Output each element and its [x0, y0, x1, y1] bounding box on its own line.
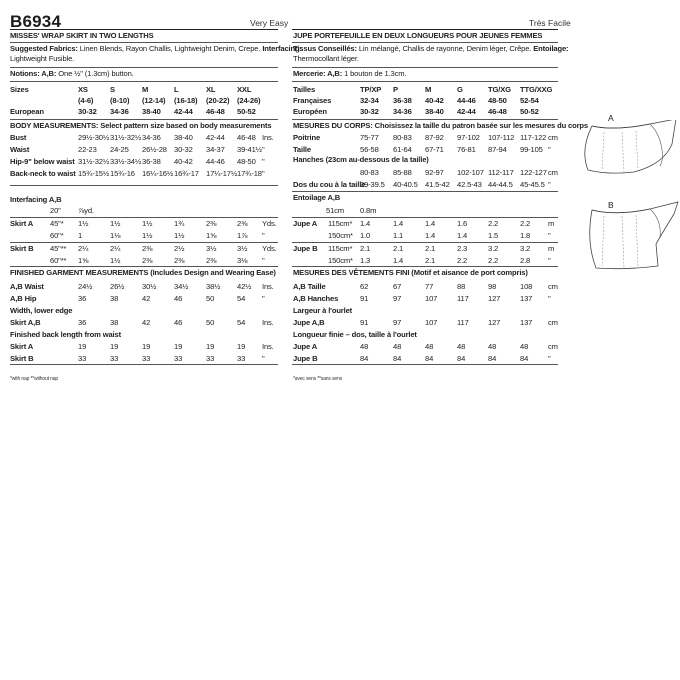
fr-size-4: TG/XG — [488, 85, 511, 94]
fr-jupe-b-value: 2.1 — [393, 244, 404, 253]
fr-length-unit: cm — [548, 342, 558, 351]
en-body-label: Waist — [10, 145, 30, 154]
fr-size-3: G — [457, 85, 463, 94]
fr-back-value: 44-44.5 — [488, 180, 513, 189]
fr-sizes-label: Tailles — [293, 85, 316, 94]
fr-finished-label: A,B Hanches — [293, 294, 339, 303]
en-interfacing-yardage: ⅞yd. — [78, 206, 94, 215]
en-size-num-0: (4-6) — [78, 96, 94, 105]
fr-jupe-a-value: 1.4 — [393, 219, 404, 228]
fr-body-value: 61-64 — [393, 145, 412, 154]
en-finished-label: A,B Waist — [10, 282, 44, 291]
en-body-value: 33½-34½ — [110, 157, 142, 166]
en-skirt-b-value: 2⅜ — [142, 244, 153, 253]
fr-jupe-a-value: 1.4 — [360, 219, 371, 228]
fr-body-value: 67-71 — [425, 145, 444, 154]
en-euro-2: 38-40 — [142, 107, 161, 116]
fr-width-value: 97 — [393, 318, 402, 327]
fr-euro-2: 38-40 — [425, 107, 444, 116]
fr-jupe-b-value: 2.1 — [425, 256, 436, 265]
fr-jupe-a-value: 1.5 — [488, 231, 499, 240]
fr-french-label: Françaises — [293, 96, 332, 105]
fr-french-size-1: 36-38 — [393, 96, 412, 105]
fr-title: JUPE PORTEFEUILLE EN DEUX LONGUEURS POUR JEUNES FEMMES — [293, 31, 543, 40]
fr-hip-unit: cm — [548, 168, 558, 177]
fr-body-value: 97-102 — [457, 133, 480, 142]
en-skirt-b-value: 2⅜ — [206, 256, 217, 265]
en-finished-value: 54 — [237, 294, 246, 303]
en-body-value: 31½-32½ — [78, 157, 110, 166]
fr-width-value: 91 — [360, 318, 369, 327]
fr-back-label: Dos du cou à la taille — [293, 180, 366, 189]
en-body-label: Bust — [10, 133, 27, 142]
en-footnote: *with nap **without nap — [10, 376, 58, 382]
fr-euro-label: Européen — [293, 107, 327, 116]
fr-length-value: 84 — [393, 354, 402, 363]
en-length-value: 19 — [110, 342, 119, 351]
fr-body-label: Taille — [293, 145, 311, 154]
fr-back-value: 45-45.5 — [520, 180, 545, 189]
fr-finished-value: 97 — [393, 294, 402, 303]
fr-hip-value: 85-88 — [393, 168, 412, 177]
en-fabrics-line2: Lightweight Fusible. — [10, 54, 75, 63]
fr-finished-value: 137 — [520, 294, 533, 303]
en-finished-value: 38 — [110, 294, 119, 303]
fr-finished-heading: MESURES DES VÊTEMENTS FINI (Motif et aisance de port compris) — [293, 268, 528, 277]
fr-jupe-b-value: 1.3 — [360, 256, 371, 265]
en-finished-value: 34½ — [174, 282, 189, 291]
en-length-value: 19 — [78, 342, 87, 351]
en-length-value: 19 — [206, 342, 215, 351]
fr-back-value: 39-39.5 — [360, 180, 385, 189]
en-body-value: 39-41½ — [237, 145, 262, 154]
en-skirt-b-value: 2¼ — [78, 244, 89, 253]
en-skirt-b-value: 3⅛ — [237, 256, 248, 265]
en-body-value: 42-44 — [206, 133, 225, 142]
fr-jupe-a-unit: m — [548, 219, 555, 228]
fr-jupe-a-value: 1.4 — [425, 231, 436, 240]
fr-french-size-0: 32-34 — [360, 96, 379, 105]
en-body-value: 17¼-17½ — [206, 169, 238, 178]
en-skirt-a-label: Skirt A — [10, 219, 34, 228]
en-body-value: 15¾-16 — [110, 169, 135, 178]
fr-hip-value: 102-107 — [457, 168, 484, 177]
fr-width-value: 117 — [457, 318, 469, 327]
fr-jupe-b-label: Jupe B — [293, 244, 318, 253]
en-skirt-a-value: 1⅞ — [237, 231, 248, 240]
fr-finished-unit: cm — [548, 282, 558, 291]
en-body-value: 24-25 — [110, 145, 129, 154]
fr-body-value: 87-94 — [488, 145, 507, 154]
en-body-value: 16¾-17 — [174, 169, 199, 178]
en-body-value: 16¼-16½ — [142, 169, 174, 178]
fr-length-value: 84 — [425, 354, 434, 363]
fr-finished-value: 127 — [488, 294, 501, 303]
en-length-value: 33 — [206, 354, 215, 363]
illustration-label-b: B — [608, 200, 614, 210]
en-width-label: Skirt A,B — [10, 318, 41, 327]
en-body-value: 15¾-15½ — [78, 169, 110, 178]
en-skirt-b-value: 3½ — [237, 244, 248, 253]
en-notions: Notions: A,B: One ½" (1.3cm) button. — [10, 69, 134, 78]
en-width-value: 38 — [110, 318, 119, 327]
difficulty-fr: Très Facile — [529, 18, 571, 28]
fr-jupe-a-value: 2.2 — [520, 219, 531, 228]
fr-length-value: 84 — [520, 354, 529, 363]
en-finished-value: 36 — [78, 294, 87, 303]
fr-width-value: 127 — [488, 318, 501, 327]
fr-back-value: 41.5-42 — [425, 180, 450, 189]
fr-length-value: 48 — [425, 342, 434, 351]
en-length-label: Skirt A — [10, 342, 34, 351]
en-skirt-a-value: 1⅛ — [110, 231, 121, 240]
fr-finished-value: 107 — [425, 294, 438, 303]
en-skirt-b-value: 1½ — [110, 256, 121, 265]
fr-finished-value: 62 — [360, 282, 369, 291]
en-body-heading: BODY MEASUREMENTS: Select pattern size based on body measurements — [10, 121, 272, 130]
fr-hip-value: 92-97 — [425, 168, 444, 177]
fr-length-label: Jupe A — [293, 342, 318, 351]
en-finished-unit: " — [262, 294, 265, 303]
en-sizes-label: Sizes — [10, 85, 29, 94]
en-skirt-b-value: 2½ — [174, 244, 185, 253]
en-skirt-b-width: 45"** — [50, 244, 67, 253]
fr-french-size-4: 48-50 — [488, 96, 507, 105]
fr-body-value: 87-92 — [425, 133, 444, 142]
fr-width-value: 107 — [425, 318, 438, 327]
en-length-unit: " — [262, 354, 265, 363]
en-finished-value: 30½ — [142, 282, 157, 291]
en-finished-value: 26½ — [110, 282, 125, 291]
en-width-unit: Ins. — [262, 318, 274, 327]
en-size-5: XXL — [237, 85, 252, 94]
en-body-value: 26½-28 — [142, 145, 167, 154]
fr-jupe-b-value: 3.2 — [488, 244, 499, 253]
en-finished-unit: Ins. — [262, 282, 274, 291]
en-finished-value: 50 — [206, 294, 215, 303]
fr-back-value: 40-40.5 — [393, 180, 418, 189]
en-skirt-a-value: 1½ — [110, 219, 121, 228]
fr-jupe-b-value: 2.2 — [457, 256, 468, 265]
en-size-3: L — [174, 85, 179, 94]
en-skirt-a-value: 1½ — [174, 231, 185, 240]
fr-body-value: 107-112 — [488, 133, 515, 142]
en-length-value: 33 — [237, 354, 246, 363]
en-length-label: Skirt B — [10, 354, 34, 363]
fr-jupe-b-value: 2.2 — [488, 256, 499, 265]
en-skirt-a-width: 45"* — [50, 219, 64, 228]
en-skirt-b-unit: Yds. — [262, 244, 277, 253]
en-body-value: 31½-32½ — [110, 133, 142, 142]
fr-jupe-b-value: 1.4 — [393, 256, 404, 265]
en-skirt-a-value: 1¾ — [174, 219, 185, 228]
en-interfacing-heading: Interfacing A,B — [10, 195, 62, 204]
en-body-label: Hip-9" below waist — [10, 157, 75, 166]
fr-hip-value: 112-117 — [488, 168, 514, 177]
fr-size-1: P — [393, 85, 398, 94]
en-length-value: 33 — [78, 354, 87, 363]
en-finished-value: 42½ — [237, 282, 252, 291]
fr-euro-5: 50-52 — [520, 107, 539, 116]
fr-body-value: 76-81 — [457, 145, 476, 154]
fr-fabrics-line2: Thermocollant léger. — [293, 54, 359, 63]
skirt-a-illustration — [574, 120, 678, 182]
skirt-b-illustration — [576, 196, 680, 272]
fr-size-5: TTG/XXG — [520, 85, 553, 94]
fr-width-unit: cm — [548, 318, 558, 327]
en-skirt-a-value: 1½ — [78, 219, 89, 228]
fr-fabrics: Tissus Conseillés: Lin mélangé, Challis de rayonne, Denim léger, Crêpe. Entoilage: — [293, 44, 569, 53]
fr-finished-value: 67 — [393, 282, 402, 291]
en-size-1: S — [110, 85, 115, 94]
fr-finished-unit: " — [548, 294, 551, 303]
fr-finished-value: 108 — [520, 282, 533, 291]
fr-jupe-b-width: 115cm* — [328, 244, 353, 253]
fr-interfacing-width: 51cm — [326, 206, 344, 215]
fr-jupe-a-value: 1.1 — [393, 231, 404, 240]
en-euro-4: 46-48 — [206, 107, 225, 116]
fr-size-0: TP/XP — [360, 85, 382, 94]
en-finished-label: A,B Hip — [10, 294, 37, 303]
en-fabrics: Suggested Fabrics: Linen Blends, Rayon Challis, Lightweight Denim, Crepe. Interfacing: — [10, 44, 302, 53]
en-length-unit: Ins. — [262, 342, 274, 351]
en-width-value: 46 — [174, 318, 183, 327]
fr-jupe-b-value: 2.3 — [457, 244, 468, 253]
en-body-value: 30-32 — [174, 145, 193, 154]
fr-hip-value: 80-83 — [360, 168, 379, 177]
en-interfacing-width: 20" — [50, 206, 61, 215]
en-body-unit: " — [262, 157, 265, 166]
en-width-lower-edge: Width, lower edge — [10, 306, 73, 315]
en-body-label: Back-neck to waist — [10, 169, 76, 178]
fr-width-lower-edge: Largeur à l'ourlet — [293, 306, 353, 315]
fr-body-label: Poitrine — [293, 133, 321, 142]
fr-jupe-a-width: 150cm* — [328, 231, 353, 240]
en-skirt-a-value: 1½ — [142, 219, 153, 228]
fr-euro-3: 42-44 — [457, 107, 476, 116]
fr-jupe-a-value: 1.8 — [520, 231, 531, 240]
en-title: MISSES' WRAP SKIRT IN TWO LENGTHS — [10, 31, 154, 40]
en-body-value: 36-38 — [142, 157, 161, 166]
fr-euro-4: 46-48 — [488, 107, 507, 116]
fr-length-label: Jupe B — [293, 354, 318, 363]
en-skirt-b-value: 2¼ — [110, 244, 121, 253]
en-finished-back-length: Finished back length from waist — [10, 330, 121, 339]
fr-jupe-b-value: 2.1 — [425, 244, 436, 253]
fr-jupe-a-unit: " — [548, 231, 551, 240]
fr-width-label: Jupe A,B — [293, 318, 325, 327]
fr-length-value: 48 — [393, 342, 402, 351]
fr-finished-label: A,B Taille — [293, 282, 326, 291]
fr-jupe-a-value: 1.0 — [360, 231, 371, 240]
fr-length-value: 84 — [360, 354, 369, 363]
en-size-num-3: (16-18) — [174, 96, 198, 105]
en-body-value: 34-37 — [206, 145, 225, 154]
en-skirt-b-value: 2⅜ — [142, 256, 153, 265]
en-body-value: 22-23 — [78, 145, 97, 154]
pattern-number: B6934 — [10, 12, 62, 31]
fr-jupe-b-value: 3.2 — [520, 244, 531, 253]
fr-length-value: 48 — [457, 342, 466, 351]
en-euro-label: European — [10, 107, 44, 116]
fr-body-unit: cm — [548, 133, 558, 142]
fr-body-heading: MESURES DU CORPS: Choisissez la taille du patron basée sur les mesures du corps — [293, 121, 588, 130]
fr-jupe-a-value: 2.2 — [488, 219, 499, 228]
en-size-0: XS — [78, 85, 88, 94]
en-length-value: 33 — [142, 354, 151, 363]
en-body-value: 17¾-18 — [237, 169, 262, 178]
en-body-value: 40-42 — [174, 157, 193, 166]
en-body-unit: " — [262, 169, 265, 178]
fr-width-value: 137 — [520, 318, 533, 327]
en-skirt-a-width: 60"* — [50, 231, 64, 240]
en-body-value: 38-40 — [174, 133, 193, 142]
fr-interfacing-meters: 0.8m — [360, 206, 377, 215]
en-body-value: 34-36 — [142, 133, 161, 142]
fr-length-value: 84 — [488, 354, 497, 363]
fr-french-size-3: 44-46 — [457, 96, 476, 105]
en-width-value: 54 — [237, 318, 246, 327]
fr-jupe-a-value: 1.6 — [457, 219, 468, 228]
fr-jupe-a-width: 115cm* — [328, 219, 353, 228]
fr-body-value: 99-105 — [520, 145, 543, 154]
fr-length-value: 48 — [520, 342, 529, 351]
fr-finished-back-length: Longueur finie – dos, taille à l'ourlet — [293, 330, 417, 339]
en-body-unit: " — [262, 145, 265, 154]
fr-jupe-a-value: 1.4 — [457, 231, 468, 240]
fr-body-value: 80-83 — [393, 133, 412, 142]
en-body-value: 48-50 — [237, 157, 256, 166]
en-body-value: 44-46 — [206, 157, 225, 166]
en-skirt-b-label: Skirt B — [10, 244, 34, 253]
en-finished-value: 46 — [174, 294, 183, 303]
fr-back-value: 42.5-43 — [457, 180, 482, 189]
en-finished-value: 38½ — [206, 282, 221, 291]
fr-length-value: 48 — [360, 342, 369, 351]
en-length-value: 19 — [142, 342, 151, 351]
en-size-num-5: (24-26) — [237, 96, 261, 105]
fr-jupe-b-unit: m — [548, 244, 555, 253]
fr-french-size-5: 52-54 — [520, 96, 539, 105]
fr-french-size-2: 40-42 — [425, 96, 444, 105]
en-finished-heading: FINISHED GARMENT MEASUREMENTS (Includes Design and Wearing Ease) — [10, 268, 276, 277]
en-size-2: M — [142, 85, 149, 94]
en-euro-0: 30-32 — [78, 107, 97, 116]
fr-body-unit: " — [548, 145, 551, 154]
en-width-value: 50 — [206, 318, 215, 327]
en-skirt-a-value: 1½ — [142, 231, 153, 240]
en-width-value: 36 — [78, 318, 87, 327]
illustration-label-a: A — [608, 113, 614, 123]
fr-finished-value: 117 — [457, 294, 469, 303]
en-euro-5: 50-52 — [237, 107, 256, 116]
fr-size-2: M — [425, 85, 432, 94]
en-skirt-b-width: 60"** — [50, 256, 67, 265]
fr-body-value: 75-77 — [360, 133, 379, 142]
fr-finished-value: 98 — [488, 282, 497, 291]
fr-finished-value: 91 — [360, 294, 369, 303]
en-body-value: 46-48 — [237, 133, 256, 142]
fr-euro-0: 30-32 — [360, 107, 379, 116]
fr-jupe-b-value: 2.1 — [360, 244, 371, 253]
en-skirt-a-value: 1 — [78, 231, 83, 240]
fr-hip-label: Hanches (23cm au-dessous de la taille) — [293, 155, 429, 164]
fr-hip-value: 122-127 — [520, 168, 547, 177]
fr-interfacing-heading: Entoilage A,B — [293, 193, 341, 202]
en-body-unit: Ins. — [262, 133, 274, 142]
fr-length-value: 48 — [488, 342, 497, 351]
en-euro-3: 42-44 — [174, 107, 193, 116]
fr-body-value: 56-58 — [360, 145, 379, 154]
fr-length-value: 84 — [457, 354, 466, 363]
en-skirt-a-value: 1⅝ — [206, 231, 217, 240]
fr-length-unit: " — [548, 354, 551, 363]
en-length-value: 33 — [110, 354, 119, 363]
en-size-num-2: (12-14) — [142, 96, 166, 105]
difficulty-en: Very Easy — [250, 18, 289, 28]
fr-jupe-b-value: 2.8 — [520, 256, 531, 265]
fr-finished-value: 77 — [425, 282, 434, 291]
en-body-value: 29½-30½ — [78, 133, 110, 142]
en-skirt-b-value: 3½ — [206, 244, 217, 253]
en-skirt-a-value: 2⅜ — [237, 219, 248, 228]
en-skirt-b-unit: " — [262, 256, 265, 265]
fr-jupe-b-unit: " — [548, 256, 551, 265]
fr-notions: Mercerie: A,B: 1 bouton de 1.3cm. — [293, 69, 407, 78]
en-size-num-4: (20-22) — [206, 96, 230, 105]
fr-jupe-b-width: 150cm* — [328, 256, 353, 265]
en-width-value: 42 — [142, 318, 151, 327]
fr-euro-1: 34-36 — [393, 107, 412, 116]
en-euro-1: 34-36 — [110, 107, 129, 116]
fr-footnote: *avec sens **sans sens — [293, 376, 342, 382]
fr-jupe-a-label: Jupe A — [293, 219, 318, 228]
en-length-value: 19 — [174, 342, 183, 351]
en-skirt-b-value: 2⅜ — [174, 256, 185, 265]
en-finished-value: 42 — [142, 294, 151, 303]
fr-finished-value: 88 — [457, 282, 466, 291]
en-skirt-a-unit: " — [262, 231, 265, 240]
fr-jupe-a-value: 1.4 — [425, 219, 436, 228]
fr-back-unit: " — [548, 180, 551, 189]
en-size-num-1: (8-10) — [110, 96, 130, 105]
en-skirt-a-unit: Yds. — [262, 219, 277, 228]
en-length-value: 19 — [237, 342, 246, 351]
fr-body-value: 117-122 — [520, 133, 547, 142]
en-finished-value: 24½ — [78, 282, 93, 291]
en-size-4: XL — [206, 85, 216, 94]
en-length-value: 33 — [174, 354, 183, 363]
en-skirt-b-value: 1⅝ — [78, 256, 89, 265]
en-skirt-a-value: 2⅜ — [206, 219, 217, 228]
